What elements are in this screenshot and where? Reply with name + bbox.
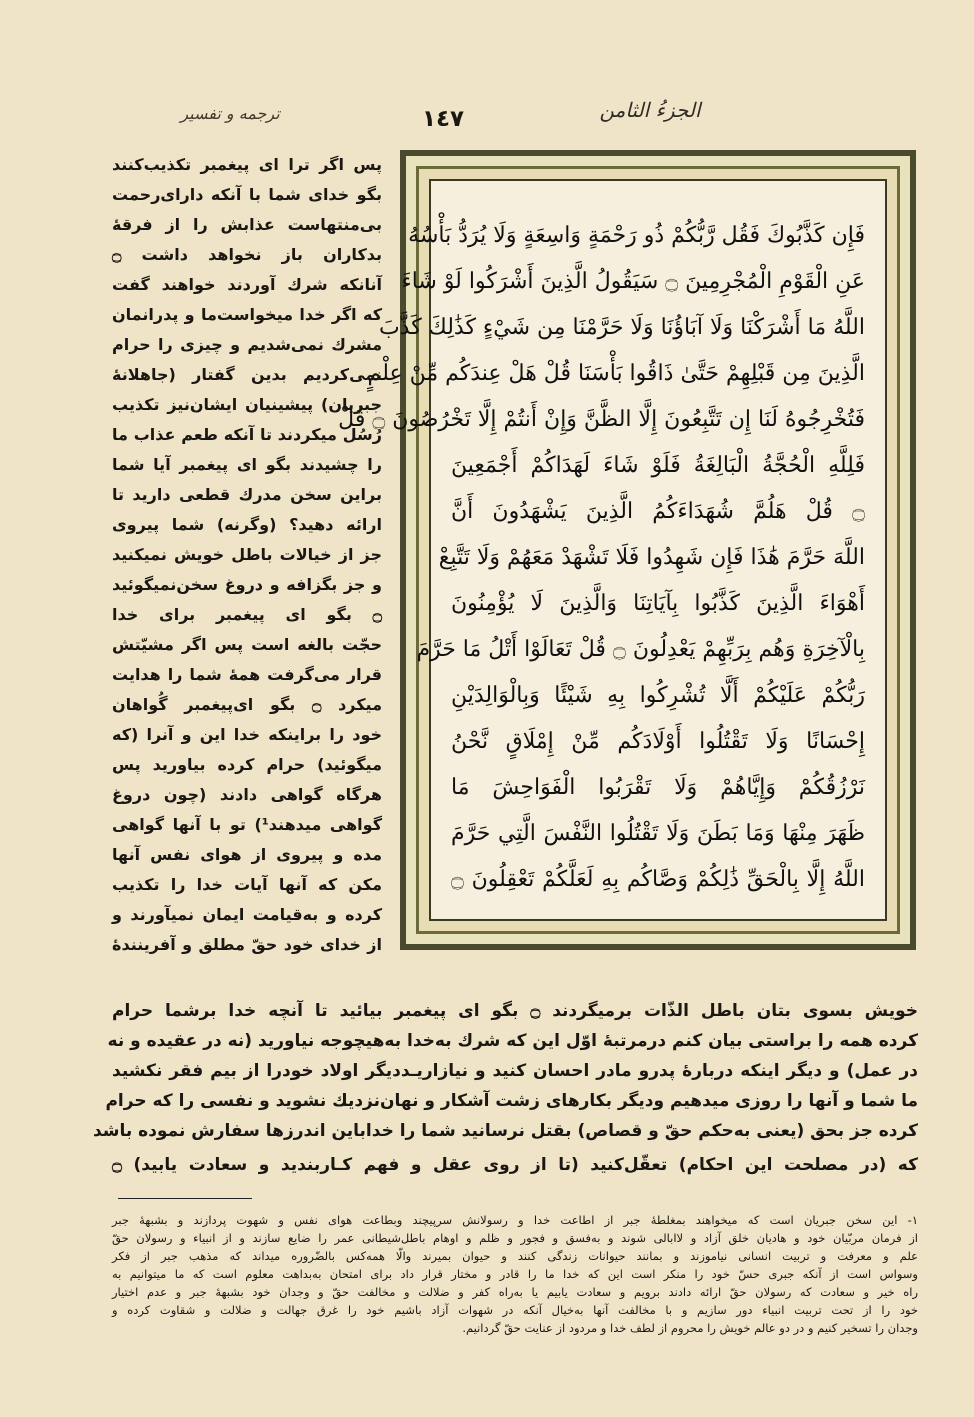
quran-line: عَنِ الْقَوْمِ الْمُجْرِمِينَ ۝ سَيَقُولُ الَّذِينَ أَشْرَكُوا لَوْ شَاءَ [401,269,865,294]
quran-line: بِالْآخِرَةِ وَهُم بِرَبِّهِمْ يَعْدِلُونَ ۝ قُلْ تَعَالَوْا أَتْلُ مَا حَرَّمَ [416,637,865,662]
quran-line: الَّذِينَ مِن قَبْلِهِمْ حَتَّىٰ ذَاقُوا بَأْسَنَا قُلْ هَلْ عِندَكُم مِّنْ عِلْمٍ [367,361,865,386]
translation-line: قرار می‌گرفت همهٔ شما را هدایت [112,665,382,684]
translation-line: میکرد ۝ بگو ای‌پیغمبر گُواهان [112,695,382,714]
translation-line: هرگاه گواهی دادند (چون دروغ [112,785,382,804]
translation-line: پس اگر ترا ای پیغمبر تکذیب‌کنند [112,155,382,174]
quran-line: رَبُّكُمْ عَلَيْكُمْ أَلَّا تُشْرِكُوا بِهِ شَيْئًا وَبِالْوَالِدَيْنِ [451,683,865,708]
quran-line: إِحْسَانًا وَلَا تَقْتُلُوا أَوْلَادَكُم مِّنْ إِمْلَاقٍ نَّحْنُ [451,729,865,754]
translation-line: بی‌منتهاست عذابش را از فرقهٔ [112,215,382,234]
translation-line-wide: کرده جز بحق (یعنی به‌حکم حقّ و قصاص) بقتل نرسانید شما را خدا‌باین اندرزها سفارش نموده باشد [92,1121,918,1141]
translation-line: حجّت بالغه است پس اگر مشیّتش [112,635,382,654]
translation-line: آنانکه شرك آوردند خواهند گفت [112,275,382,294]
quran-line: ۝ قُلْ هَلُمَّ شُهَدَاءَكُمُ الَّذِينَ يَشْهَدُونَ أَنَّ [451,499,865,524]
quran-line: نَرْزُقُكُمْ وَإِيَّاهُمْ وَلَا تَقْرَبُوا الْفَوَاحِشَ مَا [451,775,865,800]
footnote-line: علم و معرفت و تربیت انسانی نیاموزند و بمانند حیوانات زندگی کنند و حیوان بمیرند و‌الّا همه‌کس بالضّروره میداند که مذهب جبر از فکر [112,1249,918,1263]
quran-line: فَلِلَّهِ الْحُجَّةُ الْبَالِغَةُ فَلَوْ شَاءَ لَهَدَاكُمْ أَجْمَعِينَ [451,453,865,478]
translation-line: ۝ بگو ای پیغمبر برای خدا [112,605,382,624]
page-number: ١٤٧ [421,106,465,132]
header-left-title: ترجمه و تفسیر [180,104,280,123]
footnote-line: خود را از تحت تربیت انبیاء دور سازیم و با مخالفت آنها به‌خیال آنکه در شهوات آزاد باشیم خود را غرق جهالت و ضلالت و شقاوت کرده و [112,1303,918,1317]
translation-line-wide: خویش بسوی بتان باطل الذّات برمیگردند ۝ بگو ای پیغمبر بیائید تا آنچه خدا برشما حرام [112,1001,918,1021]
translation-line: نمی‌کردیم بدین گفتار (جاهلانهٔ [112,365,382,384]
quran-text-panel [338,179,887,921]
quran-line: فَتُخْرِجُوهُ لَنَا إِن تَتَّبِعُونَ إِلَّا الظَّنَّ وَإِنْ أَنتُمْ إِلَّا تَخْرُصُونَ ۝ قُلْ [338,407,865,432]
translation-line: کرده و به‌قیامت ایمان نمیآورند و [112,905,382,924]
translation-line: جز از خیالات باطل خویش نمیکنید [112,545,382,564]
quran-line: اللَّهُ مَا أَشْرَكْنَا وَلَا آبَاؤُنَا وَلَا حَرَّمْنَا مِن شَيْءٍ كَذَٰلِكَ كَذَّبَ [378,315,865,340]
footnote-divider [118,1198,252,1199]
quran-line: اللَّهَ حَرَّمَ هَٰذَا فَإِن شَهِدُوا فَلَا تَشْهَدْ مَعَهُمْ وَلَا تَتَّبِعْ [438,545,865,570]
quran-line: فَإِن كَذَّبُوكَ فَقُل رَّبُّكُمْ ذُو رَحْمَةٍ وَاسِعَةٍ وَلَا يُرَدُّ بَأْسُهُ [408,223,865,248]
translation-line: از خدای خود حقّ مطلق و آفرینندهٔ [112,935,382,954]
translation-line: مشرك نمی‌شدیم و چیزی را حرام [112,335,382,354]
translation-line: بدکاران باز نخواهد داشت ۝ [112,245,382,264]
translation-line: و جز بگزافه و دروغ سخن‌نمیگوئید [112,575,382,594]
header-juz-title: الجزءُ الثامن [599,98,701,122]
footnote-line: وسواس است از آنکه جبری حسّ خود را منکر است این که خدا ما را قادر و مختار قرار داد برای امتحان به‌بداهت معلوم است که ما میتوانیم به [112,1267,918,1281]
footnote-line: وجدان را تسخیر کنیم و در دو عالم خویش را محروم از لطف خدا و مردود از عنایت حقّ گردانیم. [462,1321,918,1335]
translation-line-wide: که (در مصلحت این احکام) تعقّل‌کنید (تا از روی عقل و فهم کـار‌بندید و سعادت یابید) ۝ [112,1155,918,1175]
quran-frame [338,150,916,950]
footnote-line: راه خیر و سعادت که رسولان حقّ ارائه دادند برویم و سعادت یابیم یا به‌راه کفر و ضلالت و مخالفت حقّ و وجدان خود بشبههٔ جبر و عدم اختیار [112,1285,918,1299]
translation-line: براین سخن مدرك قطعی دارید تا [112,485,382,504]
translation-line-wide: در عمل) و دیگر اینکه دربارهٔ پدرو مادر احسان کنید و نیازاریـد‌دیگر اولاد خودرا از بیم فقر نکشید [112,1061,918,1081]
translation-line-wide: ما شما و آنها را روزی میدهیم و‌دیگر بکارهای زشت آشکار و نهان‌نزدیك نشوید و نفسی را که حرام [105,1091,918,1111]
quran-line: اللَّهُ إِلَّا بِالْحَقِّ ذَٰلِكُمْ وَصَّاكُم بِهِ لَعَلَّكُمْ تَعْقِلُونَ ۝ [451,867,865,892]
translation-line: گواهی میدهند¹) تو با آنها گواهی [112,815,383,834]
translation-line: مکن که آنها آیات خدا را تکذیب [112,875,382,894]
translation-line-wide: کرده همه را براستی بیان کنم درمرتبهٔ اوّل این که شرك به‌خدا به‌هیچوجه نیاورید (نه در عقیده و نه [107,1031,918,1051]
translation-line: را چشیدند بگو ای پیغمبر آیا شما [112,455,382,474]
translation-line: رُسُل میکردند تا آنکه طعم عذاب ما [112,425,382,444]
footnote-line: از فرمان مربّیان خود و هادیان خلق آزاد و لاابالی شوند و به‌فسق و فجور و ظلم و اوهام باطل‌شیطانی عمر را ضایع سازند و از انبیاء و رسولان حقّ [112,1231,918,1245]
quran-line: أَهْوَاءَ الَّذِينَ كَذَّبُوا بِآيَاتِنَا وَالَّذِينَ لَا يُؤْمِنُونَ [451,591,865,616]
translation-line: میگوئید) حرام کرده بیاورید پس [112,755,382,774]
translation-line: بگو خدای شما با آنکه دارای‌رحمت [112,185,382,204]
translation-line: جبریان) پیشینیان ایشان‌نیز تکذیب [112,395,382,414]
footnote-line: ۱- این سخن جبریان است که میخواهند بمغلطهٔ جبر از اطاعت خدا و رسولانش سرپیچند وبطاعت هوای نفس و شهوت پردازند و بشبههٔ جبر [112,1213,918,1227]
translation-line: که اگر خدا میخواست‌ما و پدرانمان [112,305,382,324]
translation-line: خود را براینکه خدا این و آنرا (که [112,725,382,744]
translation-line: مده و پیروی از هوای نفس آنها [112,845,382,864]
quran-line: ظَهَرَ مِنْهَا وَمَا بَطَنَ وَلَا تَقْتُلُوا النَّفْسَ الَّتِي حَرَّمَ [451,821,865,846]
translation-line: ارائه دهید؟ (وگرنه) شما پیروی [112,515,382,534]
